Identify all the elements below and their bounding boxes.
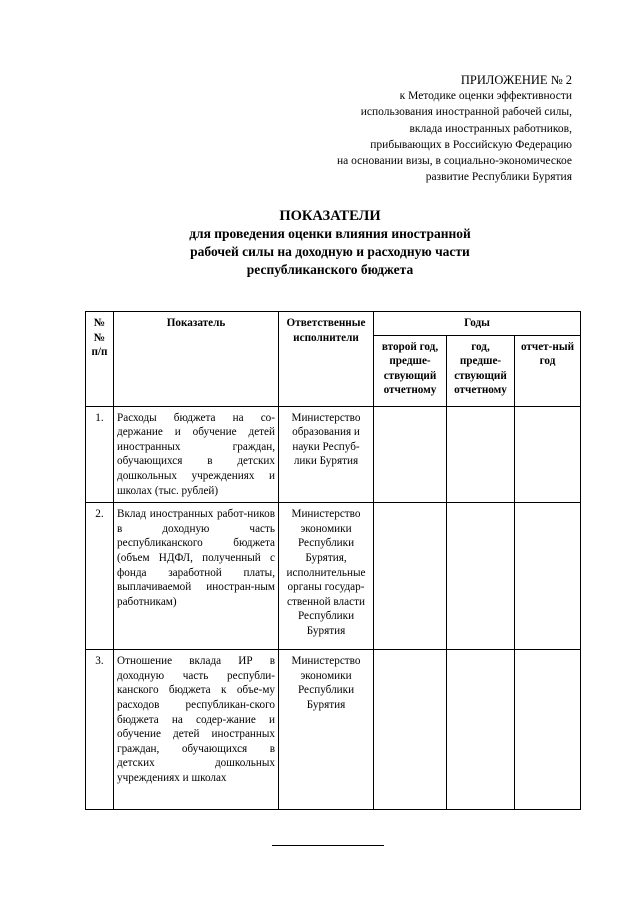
appendix-line: на основании визы, в социально-экономическое xyxy=(337,155,572,168)
table-row xyxy=(86,406,581,503)
end-separator-line xyxy=(272,845,384,846)
year-1-cell xyxy=(374,650,447,810)
title-line: для проведения оценки влияния иностранной xyxy=(189,226,471,241)
header-num: №№ п/п xyxy=(86,312,114,407)
table-row xyxy=(86,503,581,650)
title-line: рабочей силы на доходную и расходную части xyxy=(190,244,470,259)
indicators-table xyxy=(85,311,581,810)
year-1-cell xyxy=(374,406,447,503)
title-line: республиканского бюджета xyxy=(246,262,414,277)
row-number: 1. xyxy=(86,406,114,503)
appendix-line: использования иностранной рабочей силы, xyxy=(360,106,572,119)
year-2-cell xyxy=(447,406,515,503)
appendix-block xyxy=(337,72,572,185)
table-row xyxy=(86,650,581,810)
header-indicator: Показатель xyxy=(114,312,279,407)
indicator-cell: Отношение вклада ИР в доходную часть республи-канского бюджета к объе-му расходов республикан-ского бюджета на содер-жание и обучение детей иностранных граждан, обучающихся в детских дошкольных учреждениях и школах xyxy=(114,650,279,810)
responsible-cell: Министерство экономики Республики Бурятия xyxy=(279,650,374,810)
indicator-cell: Вклад иностранных работ-ников в доходную часть республиканского бюджета (объем НДФЛ, полученный с фонда заработной платы, выплачиваемой иностран-ным работникам) xyxy=(114,503,279,650)
appendix-line: вклада иностранных работников, xyxy=(409,122,572,135)
title-main: ПОКАЗАТЕЛИ xyxy=(279,208,381,224)
row-number: 2. xyxy=(86,503,114,650)
responsible-cell: Министерство экономики Республики Бурятия, исполнительные органы государ-ственной власти Республики Бурятия xyxy=(279,503,374,650)
responsible-cell: Министерство образования и науки Респуб-лики Бурятия xyxy=(279,406,374,503)
header-year-3: отчет-ный год xyxy=(515,335,581,406)
year-1-cell xyxy=(374,503,447,650)
header-years: Годы xyxy=(374,312,581,336)
appendix-line: прибывающих в Российскую Федерацию xyxy=(370,138,572,151)
document-title xyxy=(90,207,570,279)
appendix-line: к Методике оценки эффективности xyxy=(399,90,572,103)
appendix-heading: ПРИЛОЖЕНИЕ № 2 xyxy=(460,73,572,87)
year-3-cell xyxy=(515,503,581,650)
year-3-cell xyxy=(515,406,581,503)
header-row xyxy=(86,312,581,336)
year-3-cell xyxy=(515,650,581,810)
header-year-2: год, предше-ствующий отчетному xyxy=(447,335,515,406)
year-2-cell xyxy=(447,650,515,810)
header-year-1: второй год, предше-ствующий отчетному xyxy=(374,335,447,406)
appendix-line: развитие Республики Бурятия xyxy=(425,171,572,184)
year-2-cell xyxy=(447,503,515,650)
header-responsible: Ответственные исполнители xyxy=(279,312,374,407)
indicator-cell: Расходы бюджета на со-держание и обучение детей иностранных граждан, обучающихся в детских дошкольных учреждениях и школах (тыс. рублей) xyxy=(114,406,279,503)
row-number: 3. xyxy=(86,650,114,810)
